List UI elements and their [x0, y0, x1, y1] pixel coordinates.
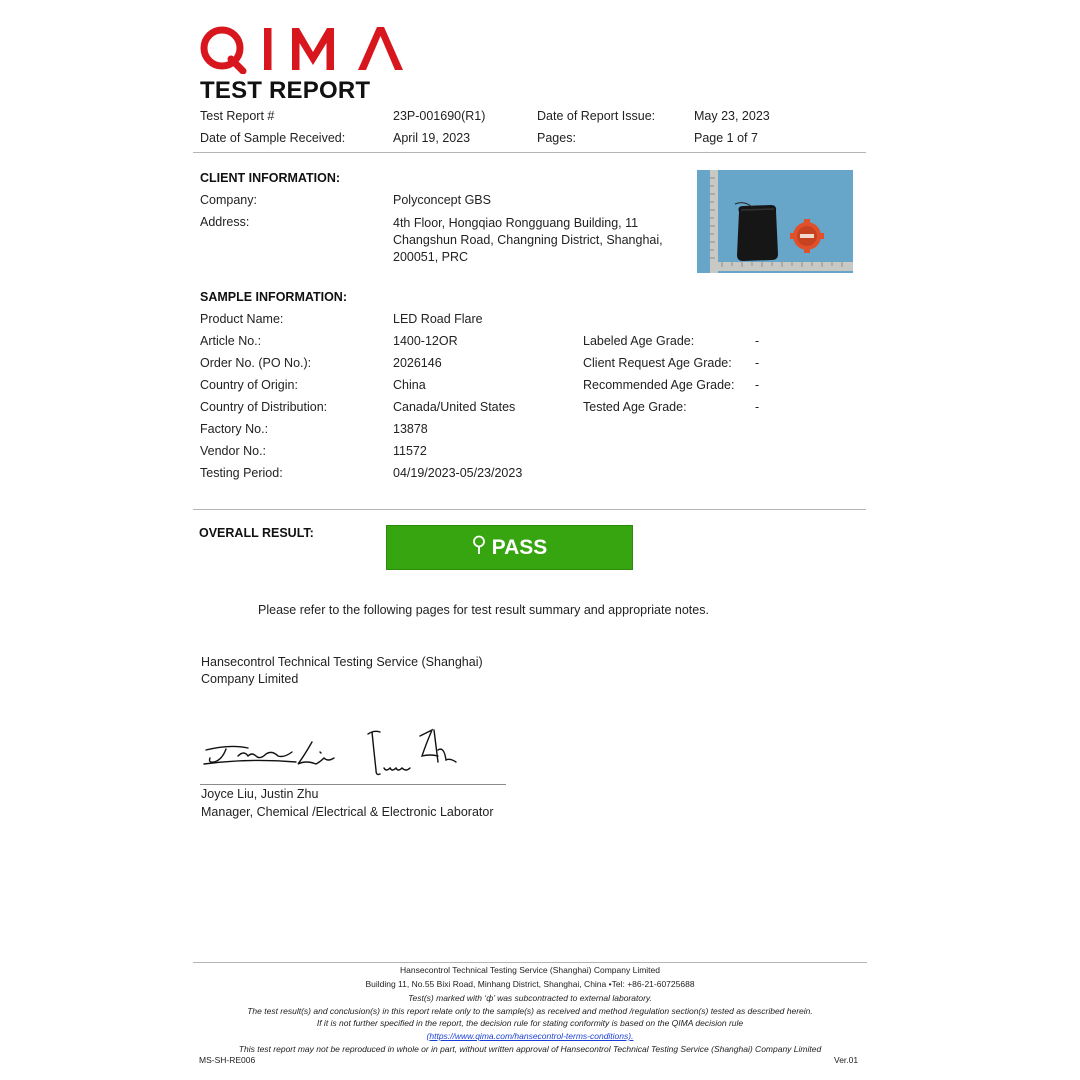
- version-label: Ver.01: [834, 1055, 859, 1065]
- footer-scope-note: The test result(s) and conclusion(s) in this report relate only to the sample(s) as received and method /regulation section(s) tested as described herein.: [247, 1006, 813, 1016]
- lab-company-line2: Company Limited: [201, 672, 299, 686]
- issue-date-label: Date of Report Issue:: [537, 109, 656, 123]
- country-origin-value: China: [393, 378, 426, 392]
- footer-company: Hansecontrol Technical Testing Service (Shanghai) Company Limited: [399, 965, 661, 975]
- form-code: MS-SH-RE006: [199, 1055, 256, 1065]
- sample-field-label: Article No.:: [200, 334, 262, 348]
- vendor-no-value: 11572: [393, 444, 427, 458]
- footer-address: Building 11, No.55 Bixi Road, Minhang District, Shanghai, China •Tel: +86-21-60725688: [365, 979, 695, 989]
- pass-text: PASS: [491, 535, 548, 559]
- signature-line: [200, 784, 506, 785]
- footer-decision-rule: If it is not further specified in the report, the decision rule for stating conformity is based on the QIMA decision rule: [316, 1018, 744, 1028]
- age-grade-label: Tested Age Grade:: [583, 400, 687, 414]
- sample-field-label: Country of Origin:: [200, 378, 298, 392]
- test-report-label: Test Report #: [200, 109, 275, 123]
- age-grade-value: -: [755, 378, 760, 392]
- age-grade-value: -: [755, 400, 760, 414]
- client-info-heading: CLIENT INFORMATION:: [200, 171, 341, 185]
- signatures: [200, 722, 470, 787]
- pass-badge: [386, 525, 633, 570]
- footer-reproduction-note: This test report may not be reproduced in whole or in part, without written approval of Hansecontrol Technical Testing Service (Shanghai) Company Limited: [238, 1044, 822, 1054]
- address-label: Address:: [200, 215, 250, 229]
- company-label: Company:: [200, 193, 257, 207]
- age-grade-label: Client Request Age Grade:: [583, 356, 732, 370]
- footer-subcontract-note: Test(s) marked with ‘ф’ was subcontracted to external laboratory.: [408, 993, 652, 1003]
- product-name-value: LED Road Flare: [393, 312, 483, 326]
- magnifier-icon: [472, 535, 486, 561]
- signatory-names: Joyce Liu, Justin Zhu: [201, 787, 319, 801]
- overall-result-label: OVERALL RESULT:: [199, 526, 314, 540]
- lab-company-line1: Hansecontrol Technical Testing Service (Shanghai): [201, 655, 483, 669]
- age-grade-value: -: [755, 356, 760, 370]
- received-date-value: April 19, 2023: [393, 131, 471, 145]
- testing-period-value: 04/19/2023-05/23/2023: [393, 466, 523, 480]
- age-grade-value: -: [755, 334, 760, 348]
- sample-field-label: Vendor No.:: [200, 444, 267, 458]
- age-grade-label: Labeled Age Grade:: [583, 334, 695, 348]
- header-divider: [193, 152, 866, 153]
- footer-divider: [193, 962, 867, 963]
- address-value: 4th Floor, Hongqiao Rongguang Building, 11 Changshun Road, Changning District, Shanghai, 200051, PRC: [393, 216, 663, 264]
- product-photo: [697, 170, 853, 273]
- result-divider: [193, 509, 866, 510]
- factory-no-value: 13878: [393, 422, 428, 436]
- signatory-title: Manager, Chemical /Electrical & Electronic Laborator: [201, 805, 494, 819]
- sample-field-label: Order No. (PO No.):: [200, 356, 312, 370]
- age-grade-label: Recommended Age Grade:: [583, 378, 735, 392]
- sample-field-label: Product Name:: [200, 312, 284, 326]
- pages-label: Pages:: [537, 131, 576, 145]
- qima-logo: [198, 22, 410, 79]
- sample-field-label: Country of Distribution:: [200, 400, 328, 414]
- article-no-value: 1400-12OR: [393, 334, 458, 348]
- order-no-value: 2026146: [393, 356, 442, 370]
- sample-field-label: Factory No.:: [200, 422, 269, 436]
- result-note: Please refer to the following pages for test result summary and appropriate notes.: [258, 603, 709, 617]
- received-date-label: Date of Sample Received:: [200, 131, 346, 145]
- country-distribution-value: Canada/United States: [393, 400, 516, 414]
- company-value: Polyconcept GBS: [393, 193, 491, 207]
- report-title: TEST REPORT: [200, 77, 371, 104]
- pages-value: Page 1 of 7: [694, 131, 758, 145]
- sample-info-heading: SAMPLE INFORMATION:: [200, 290, 347, 304]
- test-report-number: 23P-001690(R1): [393, 109, 486, 123]
- sample-field-label: Testing Period:: [200, 466, 283, 480]
- terms-link[interactable]: (https://www.qima.com/hansecontrol-terms-conditions).: [426, 1031, 634, 1041]
- issue-date-value: May 23, 2023: [694, 109, 770, 123]
